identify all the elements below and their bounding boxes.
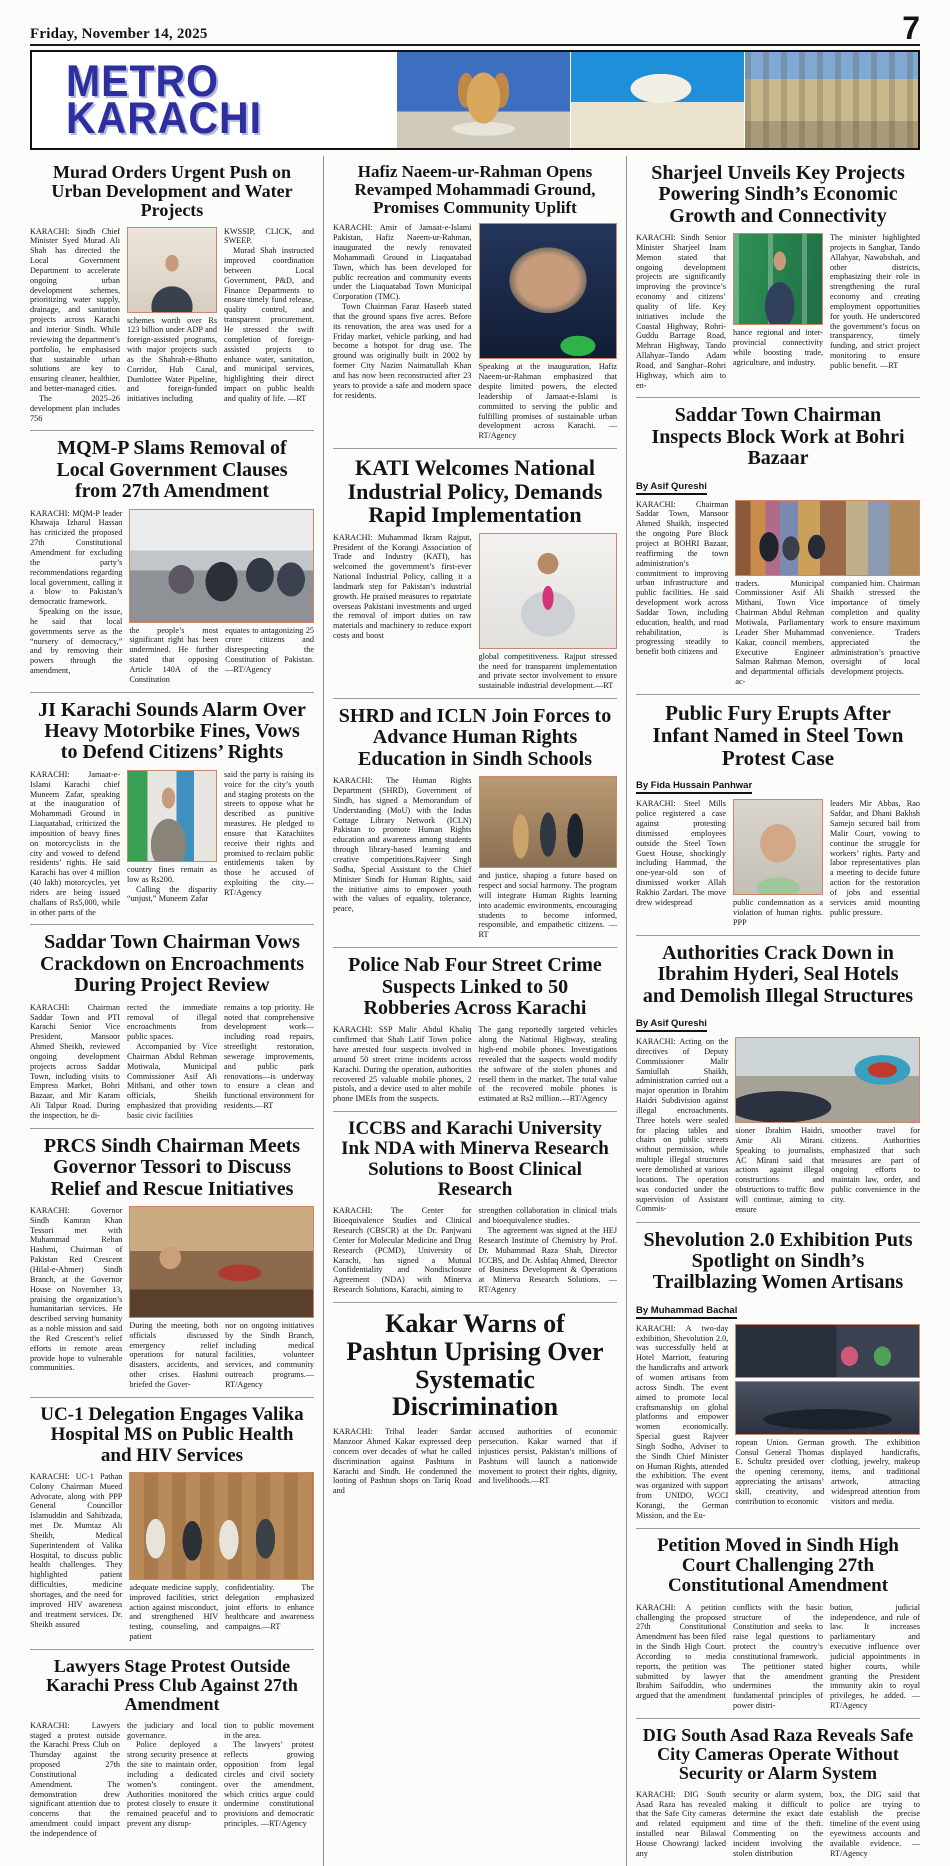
article-uc1	[30, 1398, 314, 1650]
masthead-title-line2: KARACHI	[66, 92, 263, 143]
muneem-zafar-photo	[127, 770, 217, 862]
page-date: Friday, November 14, 2025	[30, 25, 208, 42]
article-column: confidentiality. The delegation emphasized joint efforts to enhance healthcare and awareness campaigns.—RT	[225, 1582, 315, 1632]
article-column: said the party is raising its voice for the city’s youth and staging protests on the streets to oppose what he described as punitive measures. He pledged to ensure that Karachiites receive their rights and promised to reclaim public entitlements taken by those he accused of exploiting the city.—RT/Agency	[224, 769, 314, 897]
headline-lawyers: Lawyers Stage Protest Outside Karachi Press Club Against 27th Amendment	[46, 1655, 298, 1715]
article-column: KARACHI: A two-day exhibition, Shevolution 2.0, was successfully held at Hotel Marriott, featuring the handicrafts and artwork of women artisans from across Sindh. The event aimed to promote local craftsmanship on global platforms and empower women economically. Special guest Rajveer Singh Sodho, Adviser to the Sindh Chief Minister on Human Rights, attended the exhibition. The event was organized with support from UNIDO, WCCI Korangi, the German Mission, and the Eu-	[636, 1323, 729, 1520]
mou-signing-photo	[479, 776, 618, 868]
article-photo-block	[129, 1472, 314, 1642]
article-column: KARACHI: A petition challenging the proposed 27th Constitutional Amendment has been filed in the Sindh High Court. According to media reports, the petition was submitted by lawyer Ibrahim Saifuddin, who argued that the amendment	[636, 1602, 726, 1701]
article-ji	[30, 693, 314, 926]
article-column: KARACHI: Acting on the directives of Deputy Commissioner Malir Samiullah Shaikh, administration carried out a major operation in Ibrahim Haidri Subdivision against illegal encroachments. Three hotels were sealed for placing tables and chairs on public streets without permission, while multiple illegal structures were demolished at various locations. The operation was conducted under the supervision of Assistant Commis-	[636, 1037, 729, 1214]
article-column: nor on ongoing initiatives by the Sindh Branch, including medical facilities, volunteer services, and community outreach programs.—RT/Agency	[225, 1320, 315, 1390]
article-column: KARACHI: The Center for Bioequivalence Studies and Clinical Research (CBSCR) at the Dr. Panjwani Center for Molecular Medicine and Drug Research (PCMD), University of Karachi, has signed a Mutual Confidentiality and Nondisclosure Agreement (NDA) with Minerva Research Solutions, Karachi, aiming to	[333, 1206, 472, 1295]
byline: By Asif Qureshi	[636, 1018, 707, 1032]
article-kati	[333, 449, 617, 699]
article-column: the judiciary and local governance. Police deployed a strong security presence at the site to maintain order, including a dedicated women’s contingent. Authorities monitored the protest closely to ensure it remained peaceful and to prevent any disrup-	[127, 1720, 217, 1829]
article-photo-block	[735, 500, 920, 687]
article-column: KARACHI: UC-1 Pathan Colony Chairman Mueed Advocate, along with PPP General Councillor Islamuddin and Sahibzada, met Dr. Mumtaz Ali Sheikh, Medical Superintendent of Valika Hospital, to discuss public health challenges. They highlighted patient difficulties, medicine shortages, and the need for improved HIV awareness and treatment services. Dr. Sheikh assured	[30, 1471, 123, 1629]
governor-meeting-photo	[129, 1206, 314, 1318]
headline-authorities: Authorities Crack Down in Ibrahim Hyderi, Seal Hotels and Demolish Illegal Structures	[642, 941, 914, 1007]
murad-ali-shah-photo	[127, 227, 217, 313]
demolition-operation-photo	[735, 1037, 920, 1123]
article-column: KARACHI: MQM-P leader Khawaja Izharul Hassan has criticized the proposed 27th Constitutional Amendment for excluding the party’s recommendations regarding local government, calling it a blow to Pakistan’s democratic framework. Speaking on the issue, he said that local governments serve as the “nursery of democracy,” and by removing their powers through the amendment,	[30, 508, 123, 676]
article-column: Speaking at the inauguration, Hafiz Naeem-ur-Rahman emphasized that despite limited powers, the elected leadership of Jamaat-e-Islami is committed to serving the public and fulfilling promises of sustainable urban development across Karachi. —RT/Agency	[479, 223, 618, 441]
article-column: KARACHI: Sindh Senior Minister Sharjeel Inam Memon stated that ongoing development projects are significantly improving the province’s economy and citizens’ quality of life. Key initiatives include the Coastal Highway, Rohri-Guddu Barrage Road, Mehran Highway, Tando Allahyar–Tando Adam Road, and Sanghar–Rohri Highway, which aim to en-	[636, 232, 726, 390]
civic-building-photo	[744, 52, 918, 148]
article-column: KWSSIP, CLICK, and SWEEP. Murad Shah instructed improved coordination between Local Government, P&D, and Finance Departments to ensure timely fund release, quality control, and transparent procurement. He stressed the swift completion of foreign-assisted projects to enhance water, sanitation, and municipal services, highlighting their direct impact on public health and quality of life. —RT	[224, 226, 314, 403]
mqmp-press-conference-photo	[129, 509, 314, 623]
headline-murad: Murad Orders Urgent Push on Urban Development and Water Projects	[51, 161, 293, 221]
article-column: companied him. Chairman Shaikh stressed the importance of timely completion and quality work to ensure maximum convenience. Traders appreciated the administration’s proactive oversight of local development projects.	[831, 578, 921, 677]
article-column: growth. The exhibition displayed handicrafts, clothing, jewelry, makeup items, and traditional artwork, attracting widespread attention from visitors and media.	[831, 1437, 921, 1506]
article-policenab	[333, 948, 617, 1112]
article-column: KARACHI: Amir of Jamaat-e-Islami Pakistan, Hafiz Naeem-ur-Rahman, inaugurated the newly renovated Mohammadi Ground in Liaquatabad Town, which has been developed for public recreation and community events under the Liaquatabad Town Municipal Corporation (TMC). Town Chairman Faraz Haseeb stated that the ground spans five acres. Before its renovation, the area was used for a Friday market, vehicle parking, and had become a hotspot for drug use. The ground was originally built in 2002 by former City Nazim Naimatullah Khan and has now been reconstructed after 23 years to provide a safe and modern space for residents.	[333, 223, 472, 400]
article-petition	[636, 1529, 920, 1719]
article-hafiz	[333, 156, 617, 449]
article-column: KARACHI: Jamaat-e-Islami Karachi chief Muneem Zafar, speaking at the inauguration of Mohammadi Ground in Liaquatabad, criticized the imposition of heavy fines on motorcyclists in the city and vowed to defend residents’ rights. He said Karachi has over 4 million (40 lakh) motorcycles, yet riders are being issued challans of Rs5,000, while in other parts of the	[30, 769, 120, 917]
article-column: ropean Union. German Consul General Thomas E. Schultz presided over the opening ceremony, appreciating the artisans’ skill, creativity, and contribution to economic	[735, 1437, 825, 1506]
article-column: KARACHI: Steel Mills police registered a case against protesting dismissed employees outside the Steel Town Guest House, shockingly including Hammad, the one-year-old son of dismissed worker Allah Rakhio Zardari. The move drew widespread	[636, 799, 726, 907]
article-column: adequate medicine supply, improved facilities, strict action against misconduct, and strengthened HIV testing, counseling, and patient	[129, 1582, 219, 1642]
article-column: leaders Mir Abbas, Rao Safdar, and Dhani Bakhsh Samejo secured bail from Malir Court, vowing to continue the struggle for workers’ rights. Party and labor representatives plan a meeting to decide future action for the restoration of jobs and essential services amid mounting public pressure.	[830, 799, 920, 917]
article-column: KARACHI: DIG South Asad Raza has revealed that the Safe City cameras and related equipment installed near Bilawal House Chowrangi lacked any	[636, 1789, 726, 1858]
article-column: KARACHI: Tribal leader Sardar Manzoor Ahmed Kakar expressed deep concern over decades of what he called discrimination against Pashtuns in Karachi and Sindh. He condemned the looting of Pashtun shops on Tariq Road and	[333, 1427, 472, 1496]
article-lawyers	[30, 1650, 314, 1846]
middle-column-group	[323, 156, 626, 1866]
article-column: KARACHI: Chairman Saddar Town, Mansoor Ahmed Shaikh, inspected the ongoing Pure Block project at BOHRI Bazaar, reaffirming the town administration’s commitment to improving urban infrastructure and public facilities. He said development work across Saddar Town, including education, health, and road rehabilitation, is progressing steadily to benefit both citizens and	[636, 499, 729, 657]
headline-sharjeel: Sharjeel Unveils Key Projects Powering Sindh’s Economic Growth and Connectivity	[651, 161, 905, 227]
article-saddarvows	[30, 925, 314, 1128]
article-publicfury	[636, 695, 920, 936]
article-column: KARACHI: The Human Rights Department (SHRD), Government of Sindh, has signed a Memorandum of Understanding (MoU) with the Indus Cottage Library Network (ICLN) Pakistan to promote Human Rights education and awareness among students through library-based learning and creative competitions.Rajveer Singh Sodha, Special Assistant to the Chief Minister Sindh for Human Rights, said the initiative aims to empower youth with the values of equality, tolerance, peace,	[333, 776, 472, 914]
byline: By Muhammad Bachal	[636, 1305, 737, 1319]
article-murad	[30, 156, 314, 432]
article-column: strengthen collaboration in clinical trials and bioequivalence studies. The agreement was signed at the HEJ Research Institute of Chemistry by Prof. Dr. Muhammad Raza Shah, Director ICCBS, and Dr. Ashfaq Ahmed, Director of Business Development & Operations at Minerva Research Solutions. —RT/Agency	[478, 1206, 617, 1295]
article-shevolution	[636, 1223, 920, 1529]
article-sharjeel	[636, 156, 920, 399]
article-column: During the meeting, both officials discussed emergency relief operations for natural disasters, accidents, and other crises. Hashmi briefed the Gover-	[129, 1320, 219, 1390]
masthead-photos	[396, 52, 918, 148]
article-column: rected the immediate removal of illegal encroachments from public spaces. Accompanied by Vice Chairman Abdul Rehman Motiwala, Municipal Commissioner Asif Ali Mithani, and other town officials, Sheikh emphasized that providing basic civic facilities	[127, 1002, 217, 1120]
article-authorities	[636, 936, 920, 1223]
quaid-mausoleum-photo	[570, 52, 744, 148]
article-column: KARACHI: Sindh Chief Minister Syed Murad Ali Shah has directed the Local Government Department to accelerate ongoing urban development schemes, prioritizing water supply, drainage, and sanitation projects across Karachi and interior Sindh. While reviewing the department’s portfolio, he emphasised that sustainable urban solutions are key to ensuring cleaner, healthier, and better-managed cities. The 2025–26 development plan includes 756	[30, 226, 120, 423]
headline-ji: JI Karachi Sounds Alarm Over Heavy Motorbike Fines, Vows to Defend Citizens’ Rights	[38, 698, 306, 764]
article-dig	[636, 1719, 920, 1866]
headline-shevolution: Shevolution 2.0 Exhibition Puts Spotlight on Sindh’s Trailblazing Women Artisans	[643, 1228, 913, 1294]
article-photo-block	[129, 1206, 314, 1390]
page-content	[30, 156, 920, 1866]
article-column: security or alarm system, making it difficult to determine the exact date and time of the theft. Commenting on the incident involving the stolen distribution	[733, 1789, 823, 1858]
exhibition-group-photo	[735, 1381, 920, 1435]
article-column: equates to antagonizing 25 crore citizens and disrespecting the Constitution of Pakistan. —RT/Agency	[225, 625, 315, 674]
sharjeel-memon-photo	[733, 233, 823, 325]
headline-saddarvows: Saddar Town Chairman Vows Crackdown on Encroachments During Project Review	[39, 931, 305, 997]
article-column: accused authorities of economic persecution. Kakar warned that if injustices persist, Pakistan’s millions of Pashtuns will launch a nationwide movement to protect their rights, dignity, and livelihoods.—RT	[478, 1427, 617, 1486]
article-column: and justice, shaping a future based on respect and social harmony. The program will integrate Human Rights learning into academic environments, encouraging students to become informed, responsible, and empathetic citizens. —RT	[479, 776, 618, 940]
masthead-title-line1: METRO	[66, 56, 220, 106]
headline-prcs: PRCS Sindh Chairman Meets Governor Tessori to Discuss Relief and Rescue Initiatives	[43, 1134, 301, 1200]
masthead-title	[32, 52, 396, 148]
article-column: The gang reportedly targeted vehicles along the National Highway, stealing high-end mobile phones. Investigations revealed that the suspects would modify the software of the stolen phones and resell them in the market. The total value of the recovered mobile phones is estimated at Rs2 million.—RT/Agency	[478, 1025, 617, 1104]
article-column: hance regional and inter-provincial connectivity while boosting trade, agriculture, and industry.	[733, 233, 823, 391]
uc1-delegation-photo	[129, 1472, 314, 1580]
article-column: KARACHI: Lawyers staged a protest outside the Karachi Press Club on Thursday against the proposed 27th Constitutional Amendment. The demonstration drew significant attention due to concerns that the amendment could impact the independence of	[30, 1720, 120, 1838]
newspaper-page	[0, 10, 950, 1858]
headline-kakar: Kakar Warns of Pashtun Uprising Over Systematic Discrimination	[346, 1308, 604, 1422]
article-column: KARACHI: Muhammad Ikram Rajput, President of the Korangi Association of Trade and Industry (KATI), has welcomed the government’s first-ever National Industrial Policy, calling it a landmark step for Pakistan’s industrial growth. He praised measures to repatriate overseas Pakistani investments and urged the removal of import duties on raw materials and machinery to reduce export costs and boost	[333, 532, 472, 641]
left-column-group	[30, 156, 323, 1866]
article-column: schemes worth over Rs 123 billion under ADP and foreign-assisted programs, with major projects such as the Shahrah-e-Bhutto Corridor, Hub Canal, Dumlottee Water Pipeline, and foreign-funded initiatives including	[127, 227, 217, 424]
article-column: The minister highlighted projects in Sanghar, Tando Allahyar, Nawabshah, and other districts, emphasizing their role in strengthening the rural economy and creating employment opportunities for youth. He underscored the government’s focus on transparency, timely funding, and strict project monitoring to ensure public benefit. —RT	[830, 232, 920, 370]
byline: By Fida Hussain Panhwar	[636, 780, 752, 794]
headline-kati: KATI Welcomes National Industrial Policy, Demands Rapid Implementation	[347, 455, 603, 528]
page-header	[30, 10, 920, 46]
headline-iccbs: ICCBS and Karachi University Ink NDA with Minerva Research Solutions to Boost Clinical Research	[341, 1118, 609, 1201]
article-column: remains a top priority. He noted that comprehensive development work—including road repairs, streetlight restoration, sewerage improvements, and public park renovations—is underway to ensure a clean and functional environment for residents.—RT	[224, 1002, 314, 1111]
headline-petition: Petition Moved in Sindh High Court Challenging 27th Constitutional Amendment	[657, 1534, 899, 1597]
headline-hafiz: Hafiz Naeem-ur-Rahman Opens Revamped Mohammadi Ground, Promises Community Uplift	[354, 161, 596, 218]
ikram-rajput-photo	[479, 533, 618, 649]
headline-mqmp: MQM-P Slams Removal of Local Government Clauses from 27th Amendment	[56, 437, 288, 503]
article-column: sioner Ibrahim Haidri, Amir Ali Mirani. Speaking to journalists, AC Mirani said that actions against illegal constructions and obstructions to traffic flow will continue, aiming to ensure	[735, 1126, 825, 1214]
article-iccbs	[333, 1112, 617, 1303]
hafiz-naeem-photo	[479, 223, 618, 359]
article-column: the people’s most significant right has been undermined. He further stated that opposing Article 140A of the Constitution	[129, 625, 219, 684]
article-column: smoother travel for citizens. Authorities emphasized that such measures are part of ongoing efforts to maintain law, order, and public convenience in the city.	[831, 1126, 921, 1204]
article-photo-block	[735, 1324, 920, 1521]
article-photo-block	[735, 1037, 920, 1215]
article-column: KARACHI: Chairman Saddar Town and PTI Karachi Senior Vice President, Mansoor Ahmed Sheikh, reviewed ongoing development projects across Saddar Town, including visits to Empress Market, Bohri Bazaar, and Mir Karam Ali Talpur Road. During the inspection, he di-	[30, 1002, 120, 1120]
right-column-group	[626, 156, 920, 1866]
headline-shrd: SHRD and ICLN Join Forces to Advance Human Rights Education in Sindh Schools	[338, 705, 612, 770]
article-photo-block	[129, 509, 314, 685]
article-column: tion to public movement in the area. The lawyers’ protest reflects growing opposition from legal circles and civil society over the amendment, which critics argue could undermine constitutional provisions and democratic principles. —RT/Agency	[224, 1720, 314, 1829]
article-column: KARACHI: SSP Malir Abdul Khaliq confirmed that Shah Latif Town police have arrested four suspects involved in around 50 street crime incidents across Karachi. During the operation, authorities recovered 25 valuable mobile phones, 2 pistols, and a device used to alter mobile phone IMEIs from the suspects.	[333, 1025, 472, 1104]
byline: By Asif Qureshi	[636, 481, 707, 495]
article-column: traders. Municipal Commissioner Asif Ali Mithani, Town Vice Chairman Abdul Rehman Motiwala, Parliamentary Leader Sher Muhammad Kakar, council members, Executive Engineer Salman Rahman Memon, and departmental officials ac-	[735, 578, 825, 687]
article-saddarinspects	[636, 398, 920, 694]
st-patricks-cathedral-photo	[396, 52, 570, 148]
headline-publicfury: Public Fury Erupts After Infant Named in Steel Town Protest Case	[652, 700, 904, 770]
exhibition-opening-photo	[735, 1324, 920, 1378]
article-column: conflicts with the basic structure of the Constitution and seeks to raise legal questions to protect the country’s constitutional framework. The petitioner stated that the amendment undermines the fundamental principles of power distri-	[733, 1602, 823, 1711]
article-column: KARACHI: Governor Sindh Kamran Khan Tessori met with Muhammad Rehan Hashmi, Chairman of Pakistan Red Crescent (Hilal-e-Ahmer) Sindh Branch, at the Governor House on November 13, praising the organization’s humanitarian services. He described serving humanity as a noble mission and said the Red Crescent’s relief efforts in remote areas provide hope to vulnerable communities.	[30, 1205, 123, 1373]
headline-uc1: UC-1 Delegation Engages Valika Hospital MS on Public Health and HIV Services	[40, 1403, 304, 1466]
article-kakar	[333, 1303, 617, 1503]
bohri-bazaar-inspection-photo	[735, 500, 920, 576]
page-number: 7	[902, 10, 920, 46]
article-column: box, the DIG said that police are trying to establish the precise timeline of the event using eyewitness accounts and available evidence. —RT/Agency	[830, 1789, 920, 1858]
headline-saddarinspects: Saddar Town Chairman Inspects Block Work at Bohri Bazaar	[651, 404, 905, 470]
headline-dig: DIG South Asad Raza Reveals Safe City Cameras Operate Without Security or Alarm System	[642, 1724, 914, 1784]
article-column: country fines remain as low as Rs200. Calling the disparity “unjust,” Muneem Zafar	[127, 770, 217, 918]
article-mqmp	[30, 431, 314, 692]
article-shrd	[333, 699, 617, 948]
article-column: public condemnation as a violation of human rights. PPP	[733, 799, 823, 928]
headline-policenab: Police Nab Four Street Crime Suspects Linked to 50 Robberies Across Karachi	[348, 954, 602, 1019]
infant-hammad-photo	[733, 799, 823, 895]
article-column: global competitiveness. Rajput stressed the need for transparent implementation and private sector involvement to ensure sustainable industrial development.—RT	[479, 533, 618, 691]
article-column: bution, judicial independence, and rule of law. It increases parliamentary and executive influence over judicial appointments in higher courts, while granting the President immunity akin to royal privileges, he added. —RT/Agency	[830, 1602, 920, 1711]
masthead	[30, 50, 920, 150]
article-prcs	[30, 1129, 314, 1398]
